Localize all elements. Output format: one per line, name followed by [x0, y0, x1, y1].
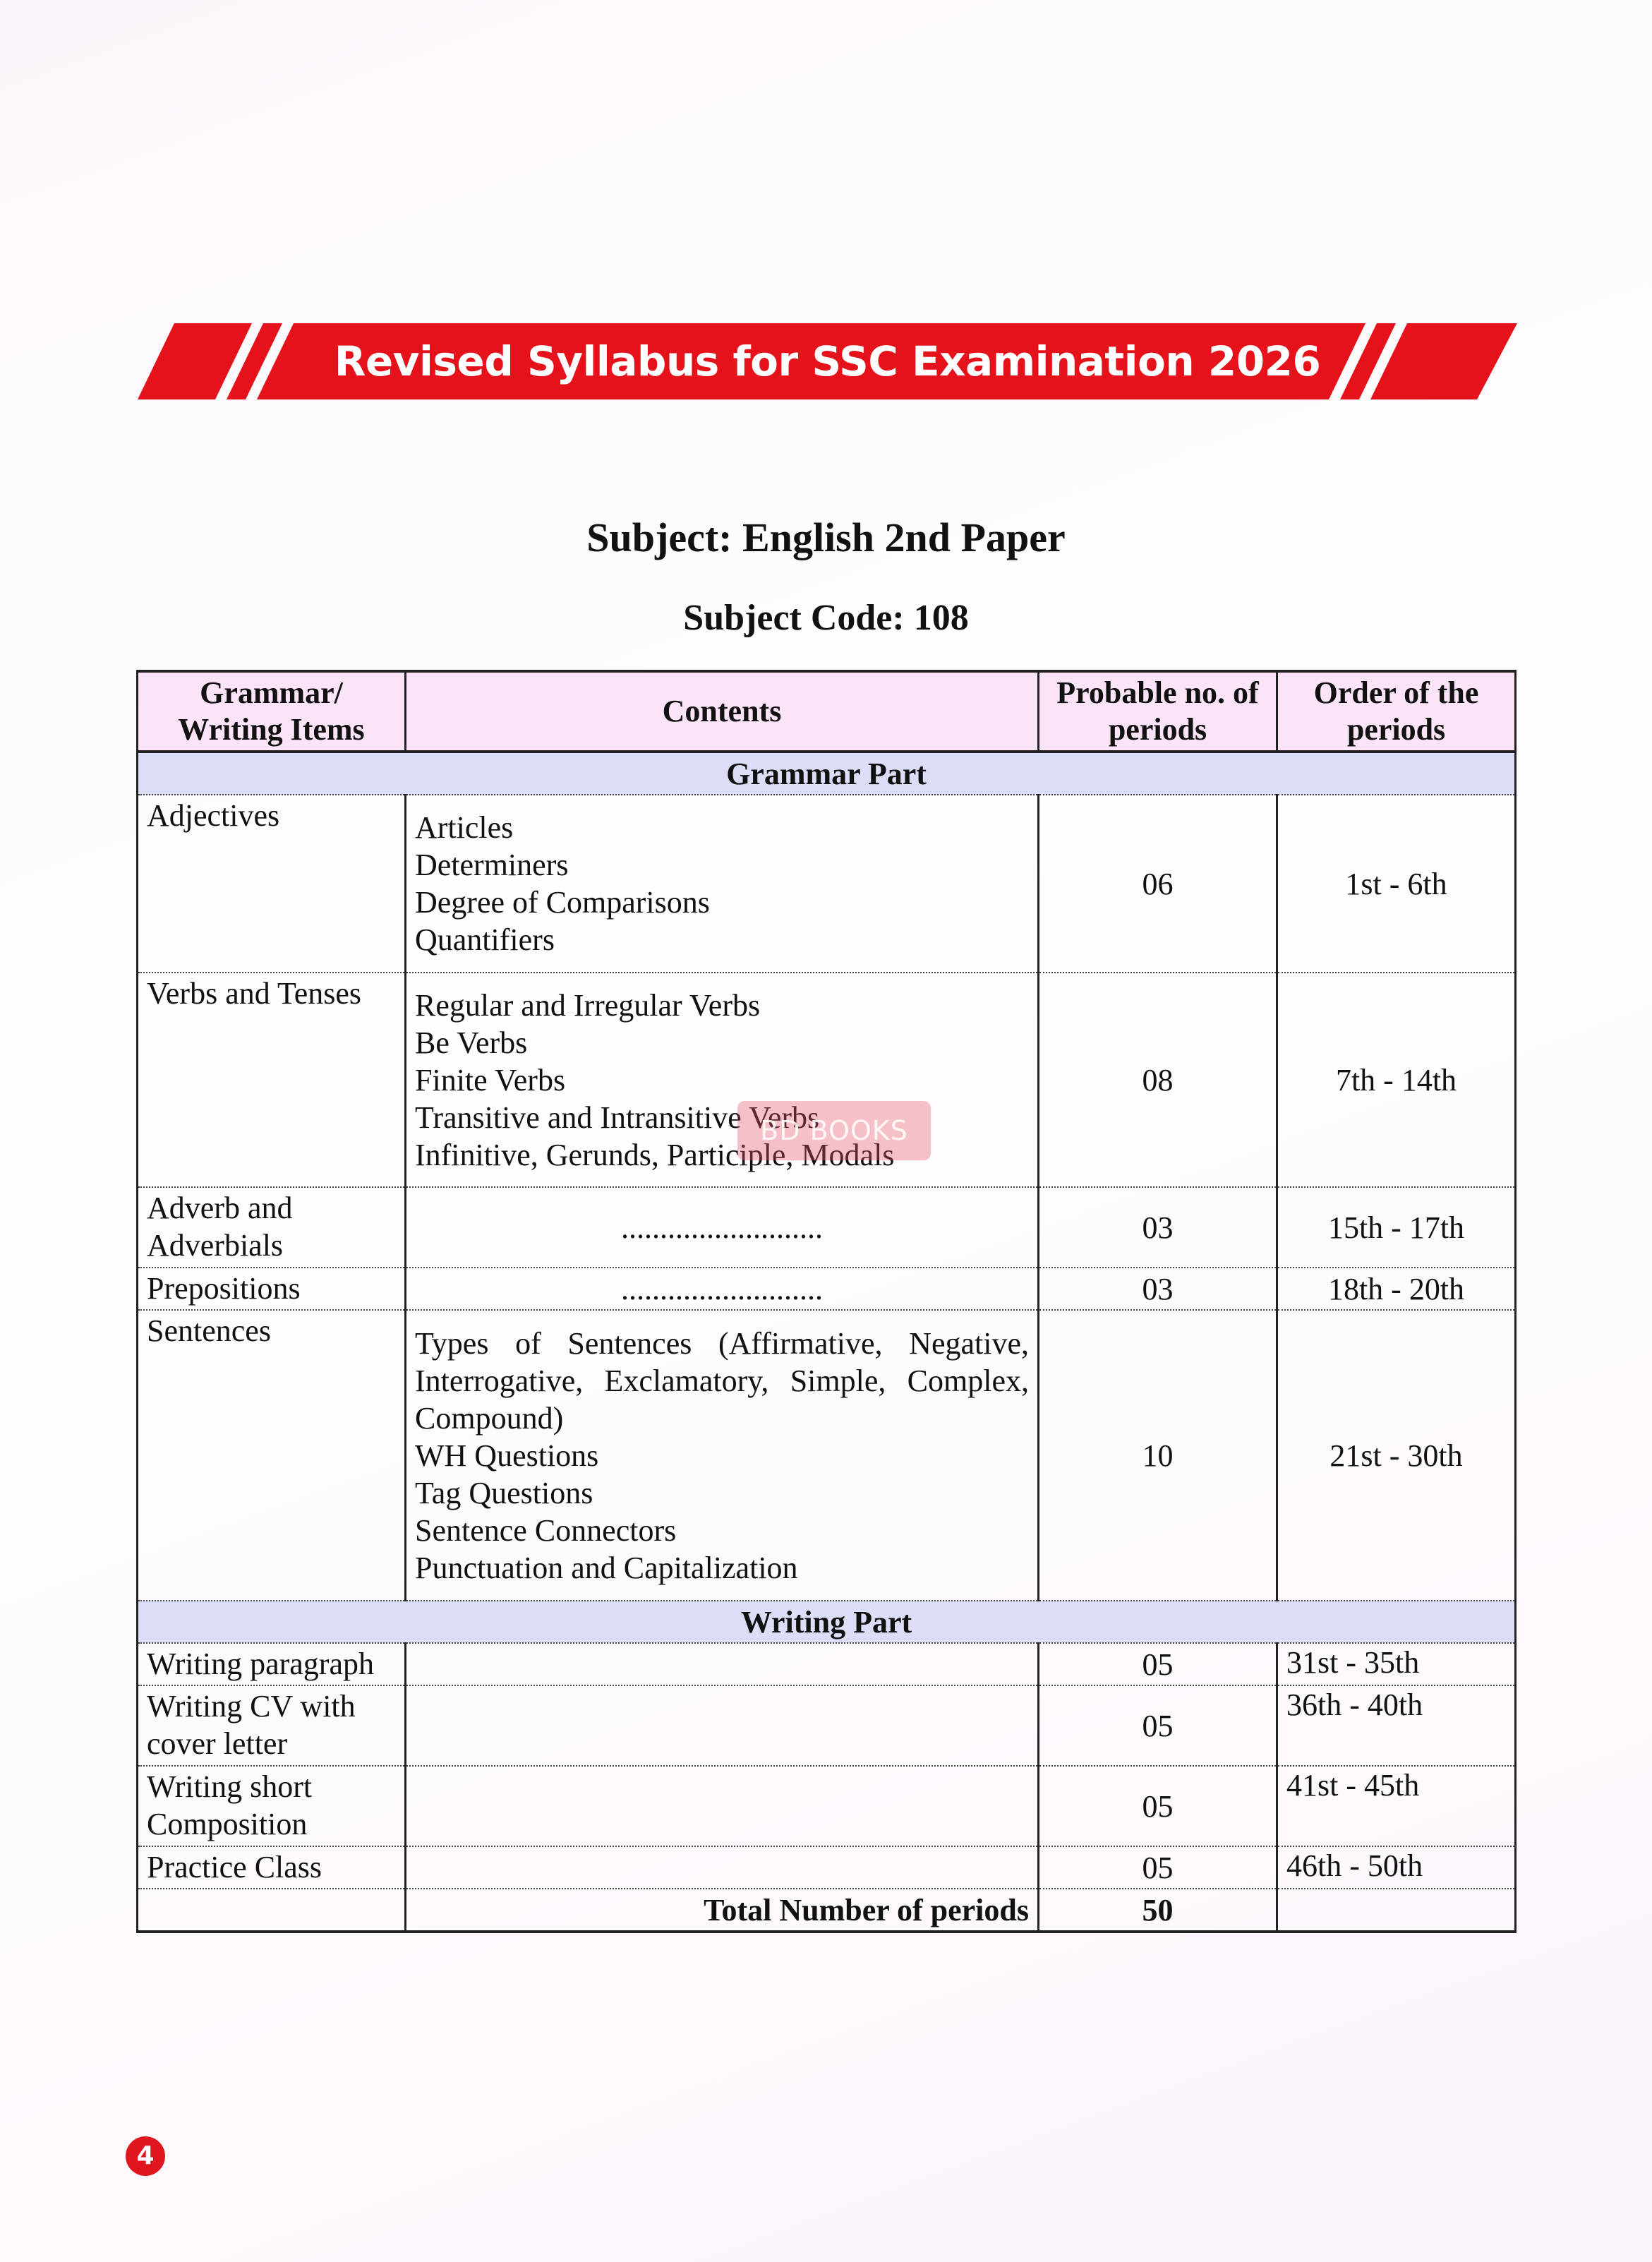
row-periods: 05	[1039, 1643, 1277, 1685]
row-periods: 06	[1039, 795, 1277, 973]
content-line: Punctuation and Capitalization	[415, 1550, 798, 1585]
row-order: 31st - 35th	[1277, 1643, 1516, 1685]
table-row	[138, 1766, 1516, 1846]
row-contents	[406, 1187, 1039, 1268]
row-item: Writing CV with cover letter	[138, 1685, 406, 1766]
row-item: Adverb and Adverbials	[138, 1187, 406, 1268]
syllabus-table	[136, 670, 1517, 1933]
row-contents-empty	[406, 1643, 1039, 1685]
row-order: 1st - 6th	[1277, 795, 1516, 973]
total-empty-cell	[1277, 1889, 1516, 1932]
row-contents-empty	[406, 1846, 1039, 1889]
content-line: Transitive and Intransitive Verbs	[415, 1100, 820, 1135]
row-order: 46th - 50th	[1277, 1846, 1516, 1889]
total-row	[138, 1889, 1516, 1932]
watermark: BD BOOKS	[737, 1101, 931, 1160]
grammar-section-label: Grammar Part	[138, 752, 1516, 795]
row-periods: 05	[1039, 1766, 1277, 1846]
content-line: Articles	[415, 810, 514, 845]
row-order: 21st - 30th	[1277, 1310, 1516, 1601]
row-periods: 05	[1039, 1846, 1277, 1889]
table-row	[138, 1643, 1516, 1685]
page-number-badge: 4	[126, 2136, 165, 2176]
total-label: Total Number of periods	[406, 1889, 1039, 1932]
content-line: Infinitive, Gerunds, Participle, Modals	[415, 1137, 895, 1172]
content-line: WH Questions	[415, 1438, 599, 1473]
content-placeholder-dots: ..........................	[621, 1271, 823, 1306]
content-line: Finite Verbs	[415, 1062, 566, 1097]
header-order: Order of the periods	[1277, 671, 1516, 752]
header-periods: Probable no. of periods	[1039, 671, 1277, 752]
row-item: Sentences	[138, 1310, 406, 1601]
row-order: 15th - 17th	[1277, 1187, 1516, 1268]
row-item: Verbs and Tenses	[138, 973, 406, 1187]
table-header-row	[138, 671, 1516, 752]
writing-section-label: Writing Part	[138, 1601, 1516, 1643]
table-row	[138, 1310, 1516, 1601]
content-line: Types of Sentences (Affirmative, Negative, Interrogative, Exclamatory, Simple, Complex, Compound)	[415, 1325, 1029, 1436]
row-periods: 03	[1039, 1268, 1277, 1310]
row-item: Prepositions	[138, 1268, 406, 1310]
total-empty-cell	[138, 1889, 406, 1932]
row-contents	[406, 973, 1039, 1187]
writing-section-row	[138, 1601, 1516, 1643]
content-line: Sentence Connectors	[415, 1512, 677, 1548]
content-line: Determiners	[415, 848, 569, 882]
table-row	[138, 795, 1516, 973]
row-order: 36th - 40th	[1277, 1685, 1516, 1766]
header-items: Grammar/ Writing Items	[138, 671, 406, 752]
row-item: Writing short Composition	[138, 1766, 406, 1846]
table-row	[138, 1268, 1516, 1310]
subject-code: Subject Code: 108	[683, 598, 969, 638]
row-contents	[406, 795, 1039, 973]
row-periods: 10	[1039, 1310, 1277, 1601]
content-line: Regular and Irregular Verbs	[415, 987, 761, 1023]
banner-title: Revised Syllabus for SSC Examination 2026	[334, 337, 1321, 385]
content-line: Quantifiers	[415, 922, 555, 957]
title-banner	[138, 323, 1517, 399]
row-order: 7th - 14th	[1277, 973, 1516, 1187]
row-item: Practice Class	[138, 1846, 406, 1889]
total-value: 50	[1039, 1889, 1277, 1932]
table-row	[138, 1846, 1516, 1889]
content-placeholder-dots: ..........................	[621, 1210, 823, 1245]
table-row	[138, 1187, 1516, 1268]
subject-title: Subject: English 2nd Paper	[586, 515, 1066, 560]
content-line: Tag Questions	[415, 1475, 593, 1510]
row-item: Writing paragraph	[138, 1643, 406, 1685]
row-periods: 05	[1039, 1685, 1277, 1766]
row-contents-empty	[406, 1685, 1039, 1766]
header-contents: Contents	[406, 671, 1039, 752]
row-item: Adjectives	[138, 795, 406, 973]
row-order: 41st - 45th	[1277, 1766, 1516, 1846]
row-order: 18th - 20th	[1277, 1268, 1516, 1310]
row-contents	[406, 1268, 1039, 1310]
content-line: Be Verbs	[415, 1025, 528, 1060]
row-periods: 03	[1039, 1187, 1277, 1268]
row-periods: 08	[1039, 973, 1277, 1187]
grammar-section-row	[138, 752, 1516, 795]
row-contents-empty	[406, 1766, 1039, 1846]
content-line: Degree of Comparisons	[415, 885, 710, 920]
table-row	[138, 1685, 1516, 1766]
row-contents	[406, 1310, 1039, 1601]
